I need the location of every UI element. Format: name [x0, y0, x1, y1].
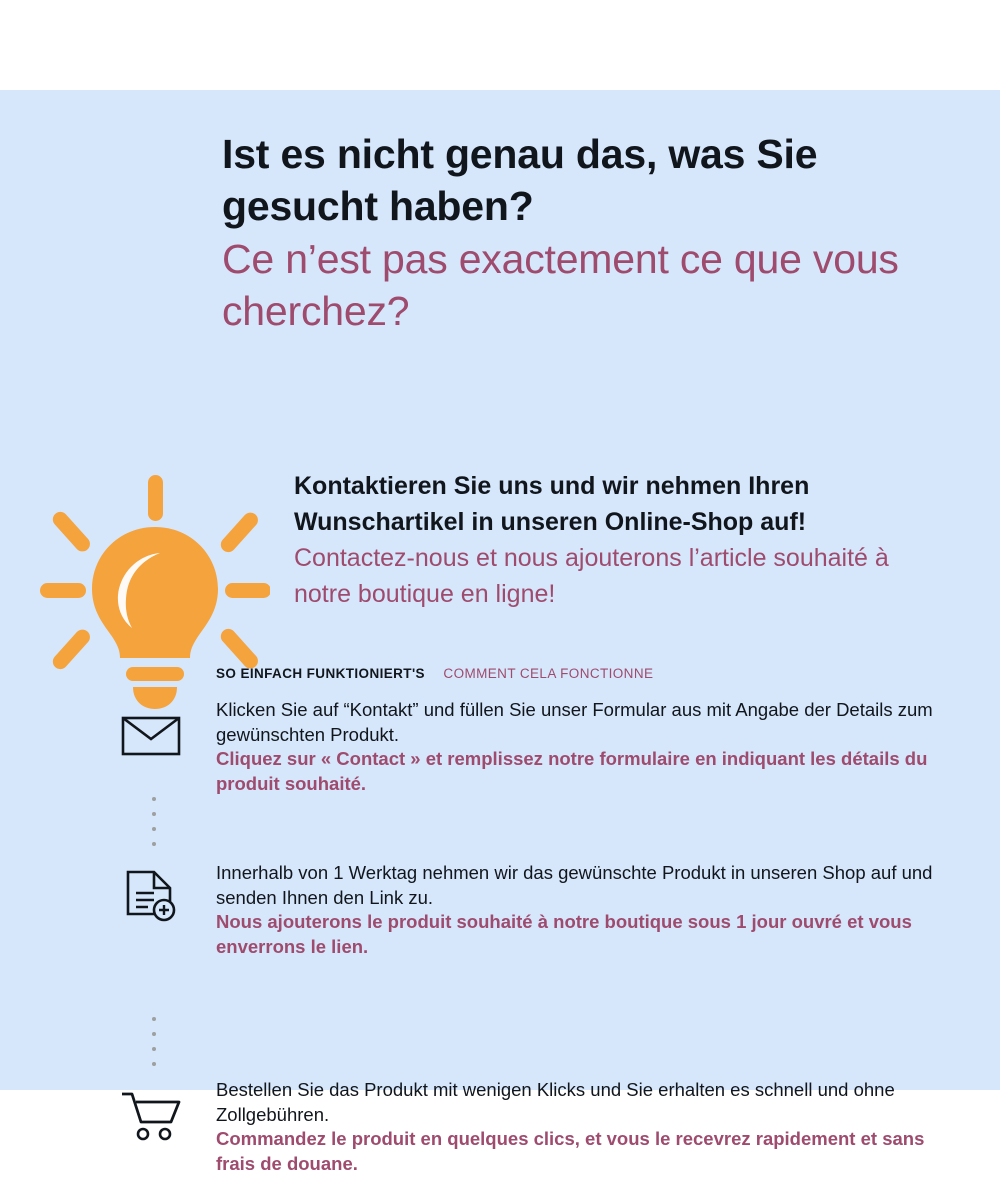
shopping-cart-icon — [118, 1084, 184, 1146]
intro-text — [294, 468, 934, 612]
step-de: Bestellen Sie das Produkt mit wenigen Klicks und Sie erhalten es schnell und ohne Zollgebühren. — [216, 1079, 895, 1125]
step-de: Innerhalb von 1 Werktag nehmen wir das gewünschte Produkt in unseren Shop auf und senden Ihnen den Link zu. — [216, 862, 933, 908]
headline-fr: Ce n’est pas exactement ce que vous cherchez? — [222, 235, 899, 335]
promo-banner — [0, 90, 1000, 1174]
step-fr: Nous ajouterons le produit souhaité à notre boutique sous 1 jour ouvré et vous enverrons le lien. — [216, 911, 912, 957]
step-body — [216, 861, 936, 959]
steps-title-de: SO EINFACH FUNKTIONIERT'S — [216, 666, 425, 681]
intro-de: Kontaktieren Sie uns und wir nehmen Ihren Wunschartikel in unseren Online-Shop auf! — [294, 472, 810, 536]
step-body — [216, 698, 936, 796]
step-connector — [152, 797, 156, 857]
envelope-icon — [118, 704, 184, 766]
step-fr: Commandez le produit en quelques clics, et vous le recevrez rapidement et sans frais de douane. — [216, 1128, 925, 1174]
step-body — [216, 1078, 936, 1176]
step-de: Klicken Sie auf “Kontakt” und füllen Sie unser Formular aus mit Angabe der Details zum gewünschten Produkt. — [216, 699, 933, 745]
steps-title-fr: COMMENT CELA FONCTIONNE — [443, 666, 654, 681]
intro-fr: Contactez-nous et nous ajouterons l’article souhaité à notre boutique en ligne! — [294, 544, 889, 608]
document-add-icon — [118, 867, 184, 929]
headline-de: Ist es nicht genau das, was Sie gesucht haben? — [222, 131, 818, 230]
steps-title — [216, 665, 653, 683]
step-fr: Cliquez sur « Contact » et remplissez notre formulaire en indiquant les détails du produit souhaité. — [216, 748, 928, 794]
step-connector — [152, 1017, 156, 1077]
headline-block — [222, 128, 942, 338]
